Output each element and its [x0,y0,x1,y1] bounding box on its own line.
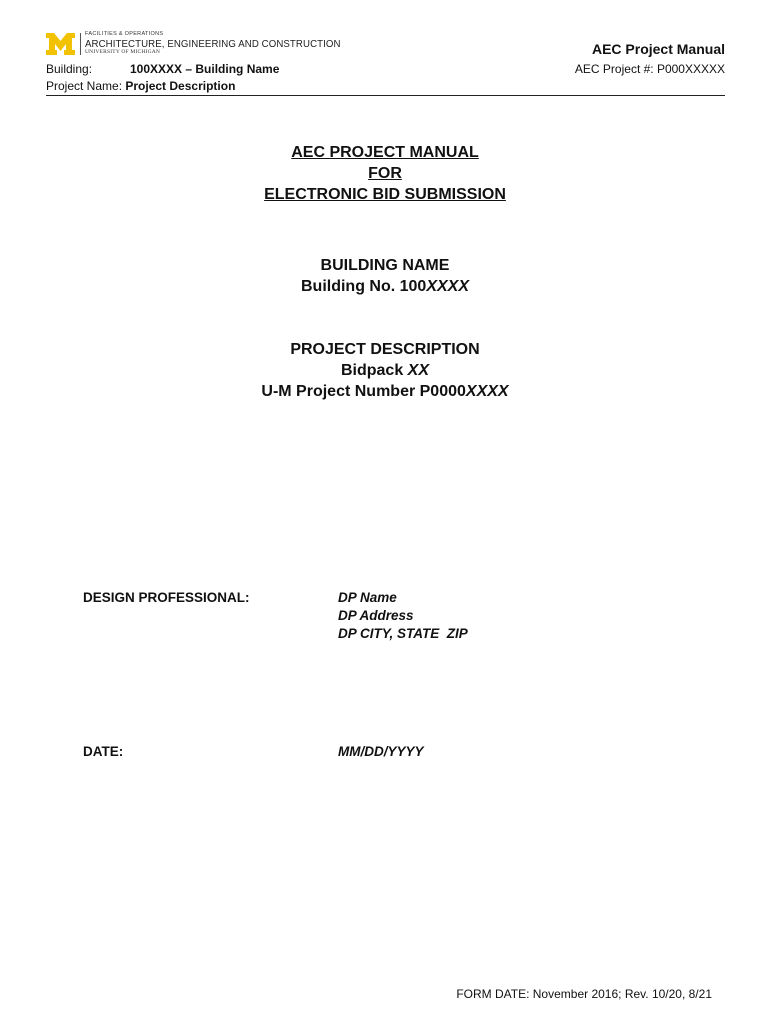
project-name-value: Project Description [125,79,236,93]
logo-wordmark [85,32,363,56]
bidpack-prefix: Bidpack [340,362,408,379]
logo-divider [80,33,81,55]
header-divider [46,95,725,96]
project-description: PROJECT DESCRIPTION [290,341,480,358]
project-name-label: Project Name: [46,79,123,93]
header-building-row [46,62,279,76]
manual-title: AEC Project Manual [591,41,725,57]
building-label: Building: [46,62,93,76]
design-professional-label: DESIGN PROFESSIONAL: [83,590,250,605]
design-professional-info [338,589,468,643]
dp-address: DP Address [338,608,414,623]
dp-name: DP Name [338,590,397,605]
title-line-1: AEC PROJECT MANUAL [291,144,479,161]
building-number [0,276,770,297]
building-value: 100XXXX – Building Name [130,62,280,76]
building-number-placeholder: XXXX [426,278,470,295]
bidpack [0,360,770,381]
project-block [0,339,770,402]
title-line-2: FOR [368,165,402,182]
um-aec-logo [46,32,363,56]
title-line-3: ELECTRONIC BID SUBMISSION [264,186,506,203]
date-label: DATE: [83,744,124,759]
dp-city-state-zip: DP CITY, STATE ZIP [338,626,468,641]
um-project-number [0,381,770,402]
building-block [0,255,770,297]
logo-subtitle: UNIVERSITY OF MICHIGAN [85,49,161,56]
aec-project-number: AEC Project #: P000XXXXX [574,62,725,76]
um-project-number-prefix: U-M Project Number P0000 [261,383,466,400]
bidpack-placeholder: XX [407,362,430,379]
um-project-number-placeholder: XXXX [465,383,509,400]
form-date-footer: FORM DATE: November 2016; Rev. 10/20, 8/21 [456,987,712,1001]
building-number-prefix: Building No. 100 [300,278,427,295]
logo-title: ARCHITECTURE, ENGINEERING AND CONSTRUCTION [85,37,341,50]
header-project-row [46,79,235,93]
block-m-icon [46,33,75,55]
building-name: BUILDING NAME [320,257,450,274]
logo-supertitle: FACILITIES & OPERATIONS [85,31,164,38]
document-title [0,142,770,205]
date-value: MM/DD/YYYY [338,744,424,759]
